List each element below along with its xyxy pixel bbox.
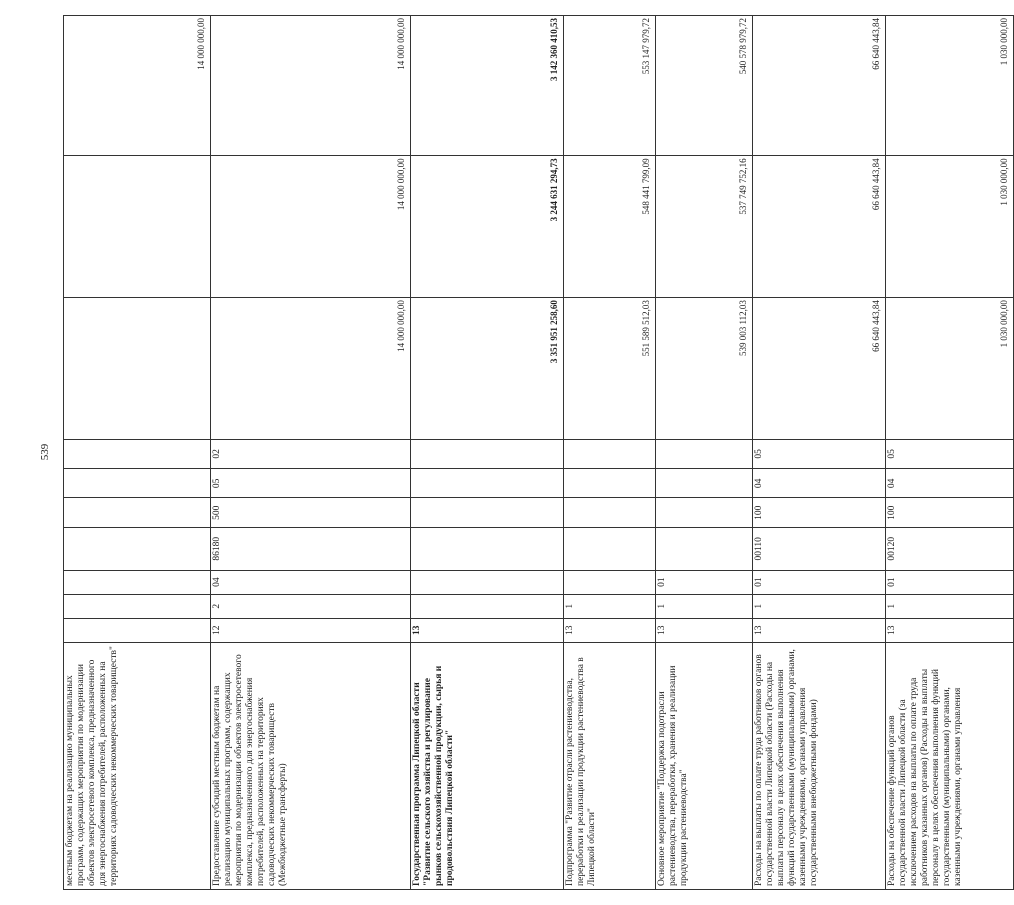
row-description: Основное мероприятие "Поддержка подотрасли растениеводства, переработки, хранения и реализации продукции растениеводства" xyxy=(656,642,753,889)
table-row xyxy=(564,16,656,890)
code-subprogram: 1 xyxy=(564,594,656,618)
amount-year-3: 14 000 000,00 xyxy=(211,16,411,156)
amount-year-2: 3 244 631 294,73 xyxy=(411,156,564,298)
code-program: 13 xyxy=(886,618,1014,642)
code-section xyxy=(411,469,564,498)
code-section xyxy=(64,469,211,498)
code-main-event: 01 xyxy=(886,570,1014,594)
code-section xyxy=(564,469,656,498)
code-subsection: 05 xyxy=(886,439,1014,468)
table-row xyxy=(886,16,1014,890)
code-program: 12 xyxy=(211,618,411,642)
code-section xyxy=(656,469,753,498)
code-main-event xyxy=(64,570,211,594)
amount-year-3: 3 142 360 410,53 xyxy=(411,16,564,156)
code-direction xyxy=(656,527,753,570)
code-direction: 00110 xyxy=(753,527,886,570)
code-section: 05 xyxy=(211,469,411,498)
code-subsection xyxy=(656,439,753,468)
code-subsection xyxy=(64,439,211,468)
row-description: Предоставление субсидий местным бюджетам на реализацию муниципальных программ, содержащих мероприятия по модернизации объектов электросетевого комплекса, предназначенного для энергоснабжения потребителей, расположенных на территориях садоводческих некоммерческих товариществ (Межбюджетные трансферты) xyxy=(211,642,411,889)
code-subsection xyxy=(411,439,564,468)
code-main-event: 01 xyxy=(656,570,753,594)
code-subsection: 05 xyxy=(753,439,886,468)
amount-year-2: 537 749 752,16 xyxy=(656,156,753,298)
table-row xyxy=(211,16,411,890)
code-subprogram: 1 xyxy=(886,594,1014,618)
code-main-event: 04 xyxy=(211,570,411,594)
code-program: 13 xyxy=(411,618,564,642)
amount-year-2: 66 640 443,84 xyxy=(753,156,886,298)
budget-table-grid xyxy=(63,15,1014,890)
row-description: Расходы на выплаты по оплате труда работников органов государственной власти Липецкой области (Расходы на выплаты персоналу в целях обеспечения выполнения функций государственными (муниципальными) органами, казенными учреждениями, органами управления государственными внебюджетными фондами) xyxy=(753,642,886,889)
code-expense-type: 100 xyxy=(886,498,1014,527)
code-expense-type xyxy=(411,498,564,527)
row-description: местным бюджетам на реализацию муниципальных программ, содержащих мероприятия по модернизации объектов электросетевого комплекса, предназначенного для энергоснабжения потребителей, расположенных на территориях садоводческих некоммерческих товариществ" xyxy=(64,642,211,889)
amount-year-1 xyxy=(64,298,211,440)
code-subsection: 02 xyxy=(211,439,411,468)
amount-year-2: 1 030 000,00 xyxy=(886,156,1014,298)
amount-year-3: 66 640 443,84 xyxy=(753,16,886,156)
amount-year-3: 540 578 979,72 xyxy=(656,16,753,156)
code-expense-type xyxy=(564,498,656,527)
row-description: Государственная программа Липецкой области "Развитие сельского хозяйства и регулирование рынков сельскохозяйственной продукции, сырья и продовольствия Липецкой области" xyxy=(411,642,564,889)
amount-year-2: 14 000 000,00 xyxy=(211,156,411,298)
code-expense-type: 100 xyxy=(753,498,886,527)
code-direction: 86180 xyxy=(211,527,411,570)
code-subsection xyxy=(564,439,656,468)
page-number-text: 539 xyxy=(39,443,51,461)
code-subprogram xyxy=(411,594,564,618)
code-expense-type xyxy=(656,498,753,527)
amount-year-3: 14 000 000,00 xyxy=(64,16,211,156)
code-subprogram xyxy=(64,594,211,618)
row-description: Расходы на обеспечение функций органов государственной власти Липецкой области (за исключением расходов на выплаты по оплате труда работников указанных органов) (Расходы на выплаты персоналу в целях обеспечения выполнения функций государственными (муниципальными) органами, казенными учреждениями, органами управления xyxy=(886,642,1014,889)
amount-year-2 xyxy=(64,156,211,298)
amount-year-3: 1 030 000,00 xyxy=(886,16,1014,156)
code-direction xyxy=(64,527,211,570)
code-section: 04 xyxy=(753,469,886,498)
code-program: 13 xyxy=(564,618,656,642)
code-subprogram: 2 xyxy=(211,594,411,618)
table-row xyxy=(656,16,753,890)
code-expense-type xyxy=(64,498,211,527)
code-expense-type: 500 xyxy=(211,498,411,527)
code-main-event xyxy=(564,570,656,594)
row-description: Подпрограмма "Развитие отрасли растениеводства, переработки и реализации продукции растениеводства в Липецкой области" xyxy=(564,642,656,889)
amount-year-2: 548 441 799,09 xyxy=(564,156,656,298)
code-main-event xyxy=(411,570,564,594)
table-body xyxy=(64,16,1014,890)
table-row xyxy=(753,16,886,890)
code-direction: 00120 xyxy=(886,527,1014,570)
table-row xyxy=(411,16,564,890)
code-program xyxy=(64,618,211,642)
table-row xyxy=(64,16,211,890)
amount-year-1: 14 000 000,00 xyxy=(211,298,411,440)
amount-year-3: 553 147 979,72 xyxy=(564,16,656,156)
amount-year-1: 551 589 512,03 xyxy=(564,298,656,440)
amount-year-1: 3 351 951 258,60 xyxy=(411,298,564,440)
code-direction xyxy=(564,527,656,570)
amount-year-1: 1 030 000,00 xyxy=(886,298,1014,440)
amount-year-1: 66 640 443,84 xyxy=(753,298,886,440)
code-subprogram: 1 xyxy=(753,594,886,618)
code-main-event: 01 xyxy=(753,570,886,594)
code-program: 13 xyxy=(753,618,886,642)
code-subprogram: 1 xyxy=(656,594,753,618)
code-section: 04 xyxy=(886,469,1014,498)
amount-year-1: 539 003 112,03 xyxy=(656,298,753,440)
budget-table xyxy=(63,15,1009,890)
code-program: 13 xyxy=(656,618,753,642)
code-direction xyxy=(411,527,564,570)
